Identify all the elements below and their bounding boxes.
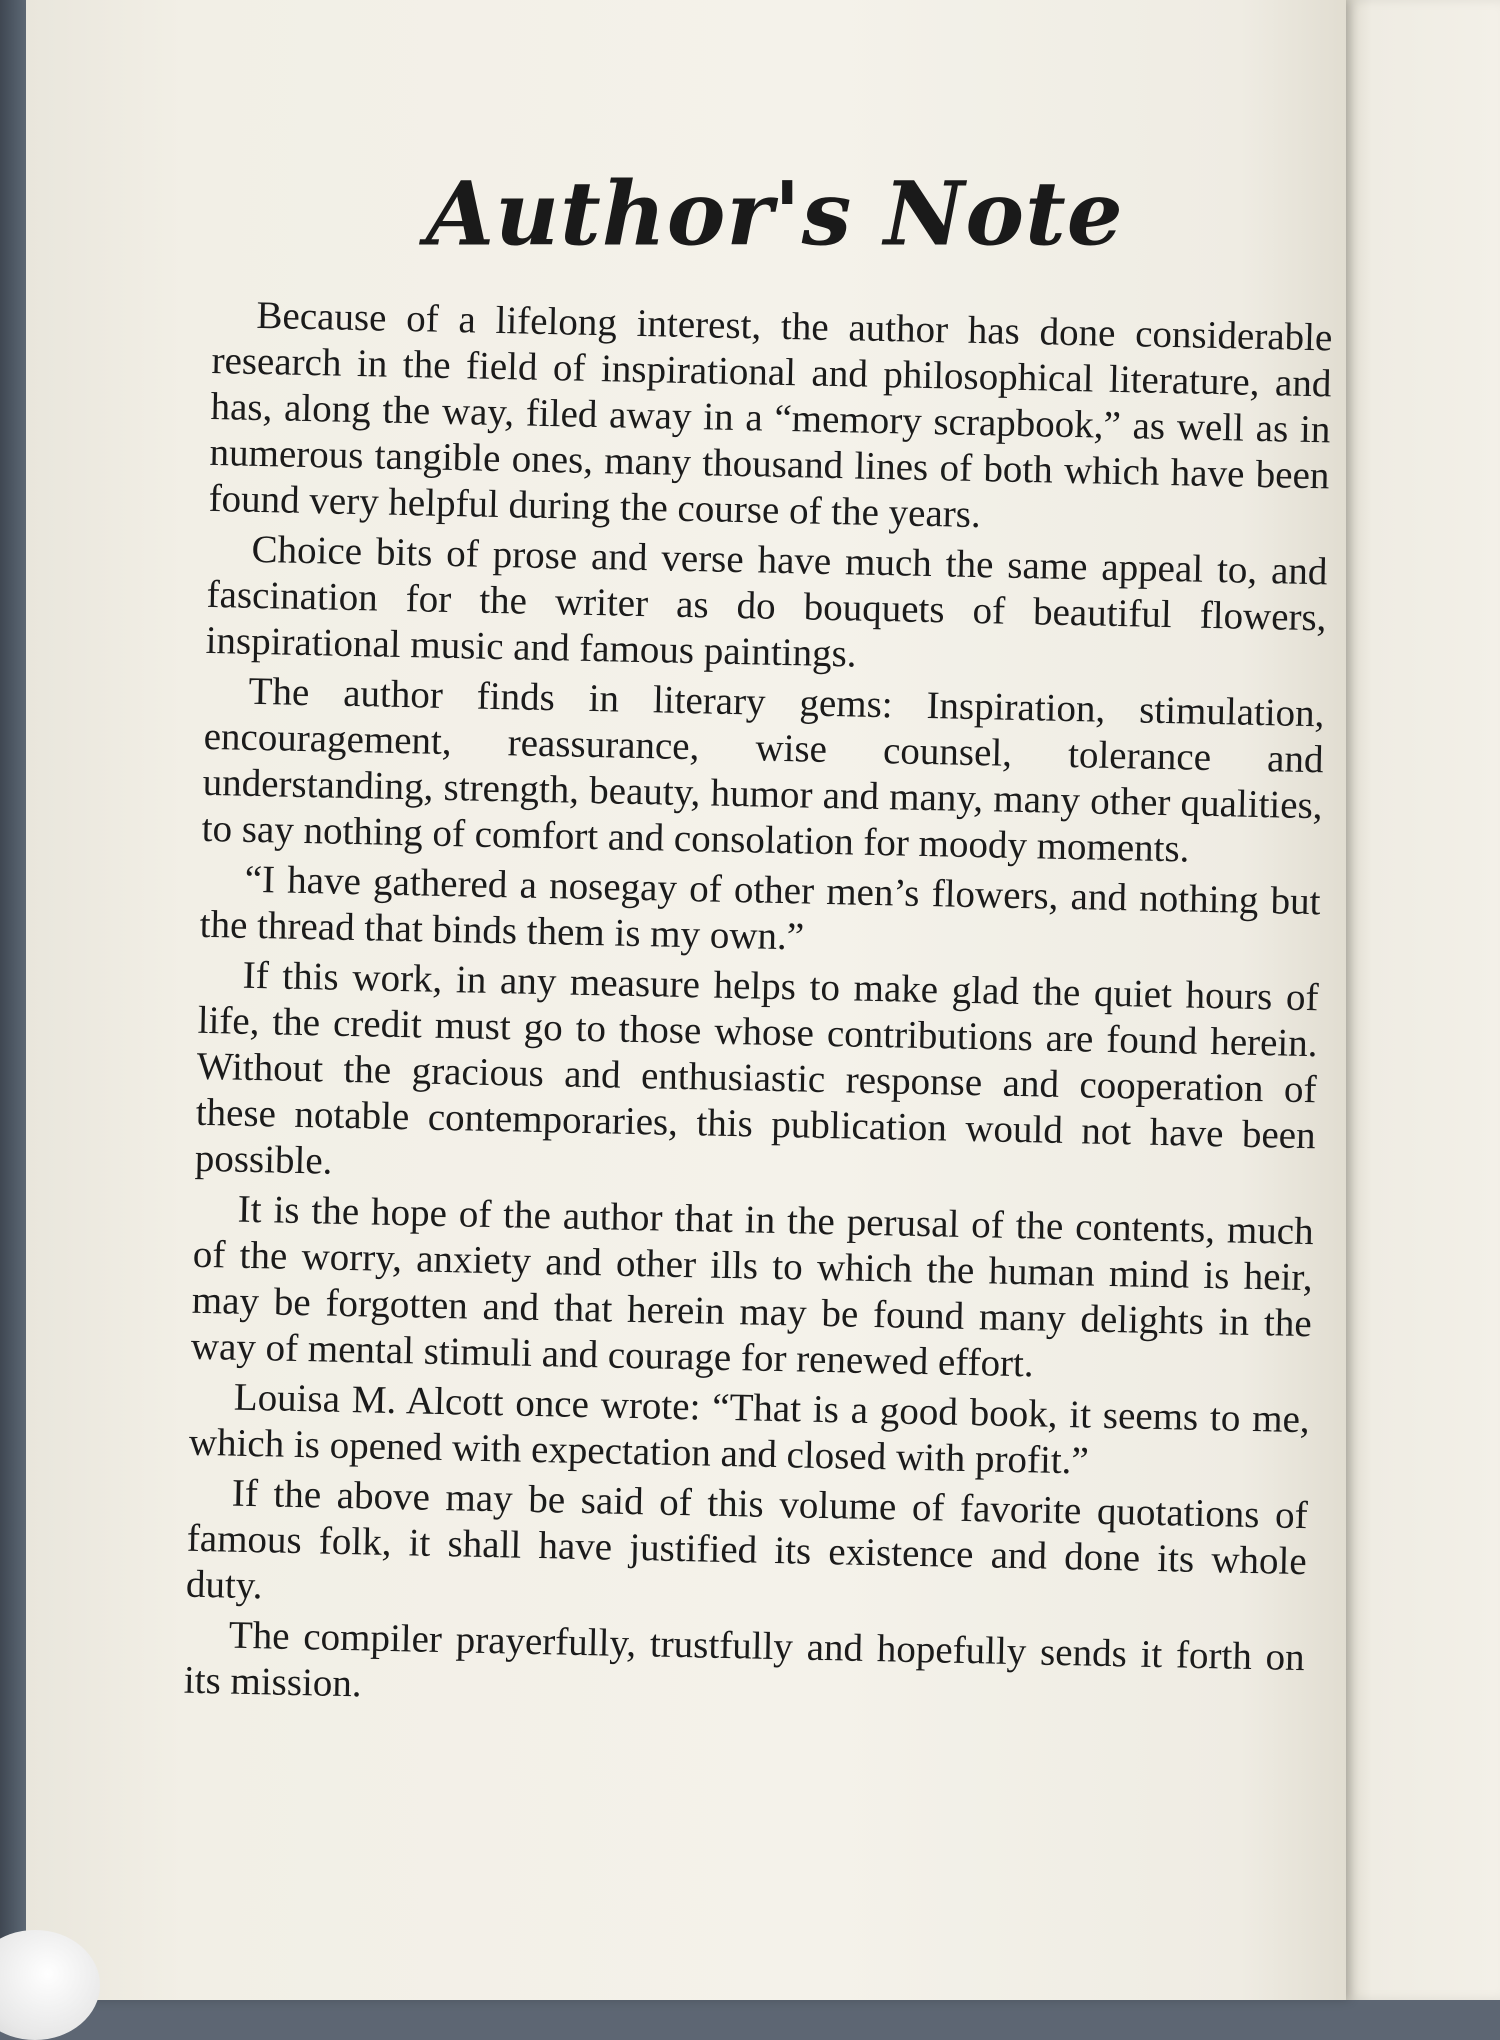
paragraph: If the above may be said of this volume of favorite quotations of famous folk, it shall have justified its existence and done its whole duty.	[185, 1471, 1309, 1608]
paragraph: Because of a lifelong interest, the author has done considerable research in the field of inspirational and philosophical literature, and has, along the way, filed away in a “memory scrapbook,” as well as in numerous tangible ones, many thousand lines of both which have been found very helpful during the course of the years.	[208, 293, 1333, 537]
paragraph: Choice bits of prose and verse have much the same appeal to, and fascination for the writer as do bouquets of beautiful flowers, inspirational music and famous paintings.	[205, 527, 1328, 676]
book-page	[26, 0, 1346, 2000]
paragraph: It is the hope of the author that in the perusal of the contents, much of the worry, anxiety and other ills to which the human mind is heir, may be forgotten and that herein may be found many delights in the way of mental stimuli and courage for renewed effort.	[190, 1187, 1315, 1386]
paragraph: If this work, in any measure helps to make glad the quiet hours of life, the credit must go to those whose contributions are found herein. Without the gracious and enthusiastic response and cooperation of these notable contemporaries, this publication would not have been possible.	[194, 953, 1319, 1183]
page-title: Author's Note	[425, 161, 1124, 266]
paragraph: The author finds in literary gems: Inspiration, stimulation, encouragement, reassurance, wise counsel, tolerance and understanding, strength, beauty, humor and many, many other qualities, to say nothing of comfort and consolation for moody moments.	[201, 669, 1325, 871]
facing-page	[1340, 0, 1500, 2000]
page-content	[183, 150, 1335, 1731]
paragraph: Louisa M. Alcott once wrote: “That is a good book, it seems to me, which is opened with expectation and closed with profit.”	[188, 1375, 1311, 1483]
quotation-paragraph: “I have gathered a nosegay of other men’s flowers, and nothing but the thread that binds them is my own.”	[199, 857, 1321, 959]
paragraph: The compiler prayerfully, trustfully and hopefully sends it forth on its mission.	[183, 1613, 1306, 1706]
note-body	[183, 292, 1332, 1727]
